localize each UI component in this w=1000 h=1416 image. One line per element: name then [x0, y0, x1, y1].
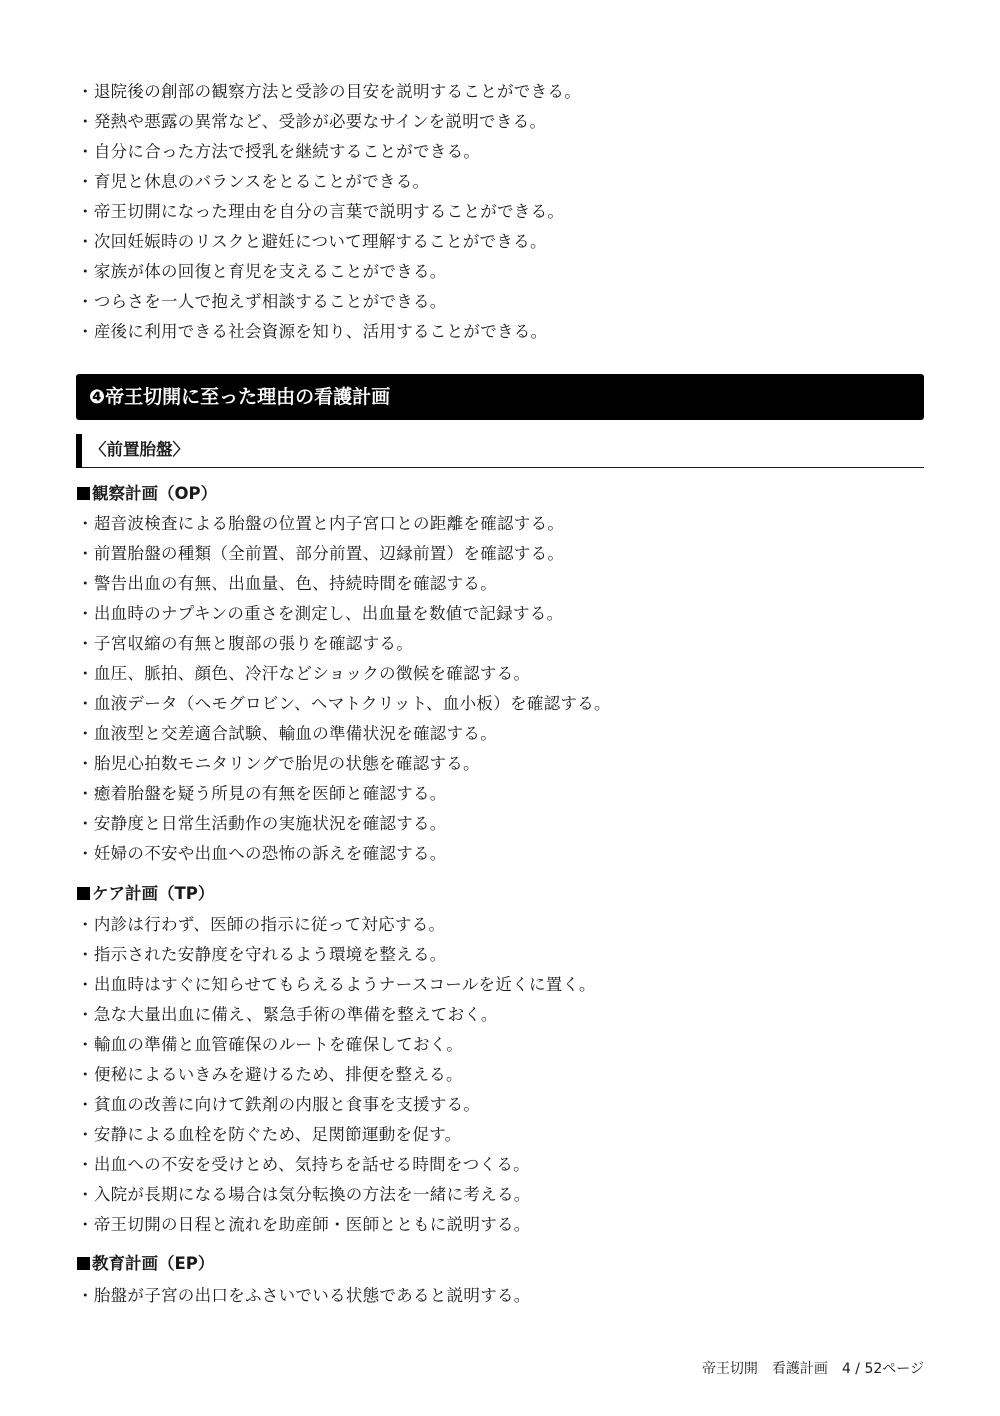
tp-heading — [77, 881, 214, 907]
footer-doc-title: 帝王切開 看護計画 — [701, 1361, 828, 1377]
op-list — [77, 509, 611, 869]
tp-list — [77, 910, 596, 1240]
list-item: ・ 入院が長期になる場合は気分転換の方法を一緒に考える。 — [77, 1180, 596, 1210]
list-item: ・ 胎児心拍数モニタリングで胎児の状態を確認する。 — [77, 749, 611, 779]
list-item: ・ 超音波検査による胎盤の位置と内子宮口との距離を確認する。 — [77, 509, 611, 539]
section-title: 帝王切開に至った理由の看護計画 — [105, 386, 391, 408]
list-item: ・ 輸血の準備と血管確保のルートを確保しておく。 — [77, 1030, 596, 1060]
list-item: ・ 出血時のナプキンの重さを測定し、出血量を数値で記録する。 — [77, 599, 611, 629]
list-item: ・ 急な大量出血に備え、緊急手術の準備を整えておく。 — [77, 1000, 596, 1030]
page-footer — [702, 1358, 924, 1378]
square-bullet-icon — [77, 487, 90, 500]
list-item: ・ 発熱や悪露の異常など、受診が必要なサインを説明できる。 — [77, 107, 581, 137]
ep-list — [77, 1281, 531, 1311]
list-item: ・ 安静による血栓を防ぐため、足関節運動を促す。 — [77, 1120, 596, 1150]
list-item: ・ 指示された安静度を守れるよう環境を整える。 — [77, 940, 596, 970]
list-item: ・ 帝王切開になった理由を自分の言葉で説明することができる。 — [77, 197, 581, 227]
square-bullet-icon — [77, 887, 90, 900]
list-item: ・ 癒着胎盤を疑う所見の有無を医師と確認する。 — [77, 779, 611, 809]
section-heading — [76, 374, 924, 420]
list-item: ・ 自分に合った方法で授乳を継続することができる。 — [77, 137, 581, 167]
tp-heading-text: ケア計画（TP） — [92, 884, 215, 903]
subsection-heading — [76, 432, 924, 468]
op-heading — [77, 481, 217, 507]
square-bullet-icon — [77, 1257, 90, 1270]
list-item: ・ 血液データ（ヘモグロビン、ヘマトクリット、血小板）を確認する。 — [77, 689, 611, 719]
list-item: ・ 内診は行わず、医師の指示に従って対応する。 — [77, 910, 596, 940]
list-item: ・ つらさを一人で抱えず相談することができる。 — [77, 287, 581, 317]
list-item: ・ 貧血の改善に向けて鉄剤の内服と食事を支援する。 — [77, 1090, 596, 1120]
list-item: ・ 子宮収縮の有無と腹部の張りを確認する。 — [77, 629, 611, 659]
list-item: ・ 退院後の創部の観察方法と受診の目安を説明することができる。 — [77, 77, 581, 107]
list-item: ・ 出血への不安を受けとめ、気持ちを話せる時間をつくる。 — [77, 1150, 596, 1180]
list-item: ・ 便秘によるいきみを避けるため、排便を整える。 — [77, 1060, 596, 1090]
list-item: ・ 血液型と交差適合試験、輸血の準備状況を確認する。 — [77, 719, 611, 749]
footer-page-number: 4 / 52ページ — [841, 1361, 924, 1377]
list-item: ・ 前置胎盤の種類（全前置、部分前置、辺縁前置）を確認する。 — [77, 539, 611, 569]
section-number: ❹ — [89, 386, 106, 408]
ep-heading-text: 教育計画（EP） — [92, 1254, 215, 1273]
list-item: ・ 出血時はすぐに知らせてもらえるようナースコールを近くに置く。 — [77, 970, 596, 1000]
list-item: ・ 安静度と日常生活動作の実施状況を確認する。 — [77, 809, 611, 839]
list-item: ・ 帝王切開の日程と流れを助産師・医師とともに説明する。 — [77, 1210, 596, 1240]
list-item: ・ 育児と休息のバランスをとることができる。 — [77, 167, 581, 197]
heading-accent-bar — [76, 434, 82, 468]
list-item: ・ 家族が体の回復と育児を支えることができる。 — [77, 257, 581, 287]
op-heading-text: 観察計画（OP） — [92, 484, 218, 503]
list-item: ・ 胎盤が子宮の出口をふさいでいる状態であると説明する。 — [77, 1281, 531, 1311]
subsection-title: 〈前置胎盤〉 — [90, 440, 189, 459]
goal-list — [77, 77, 581, 347]
ep-heading — [77, 1251, 214, 1277]
list-item: ・ 血圧、脈拍、顔色、冷汗などショックの徴候を確認する。 — [77, 659, 611, 689]
list-item: ・ 次回妊娠時のリスクと避妊について理解することができる。 — [77, 227, 581, 257]
list-item: ・ 警告出血の有無、出血量、色、持続時間を確認する。 — [77, 569, 611, 599]
list-item: ・ 妊婦の不安や出血への恐怖の訴えを確認する。 — [77, 839, 611, 869]
list-item: ・ 産後に利用できる社会資源を知り、活用することができる。 — [77, 317, 581, 347]
